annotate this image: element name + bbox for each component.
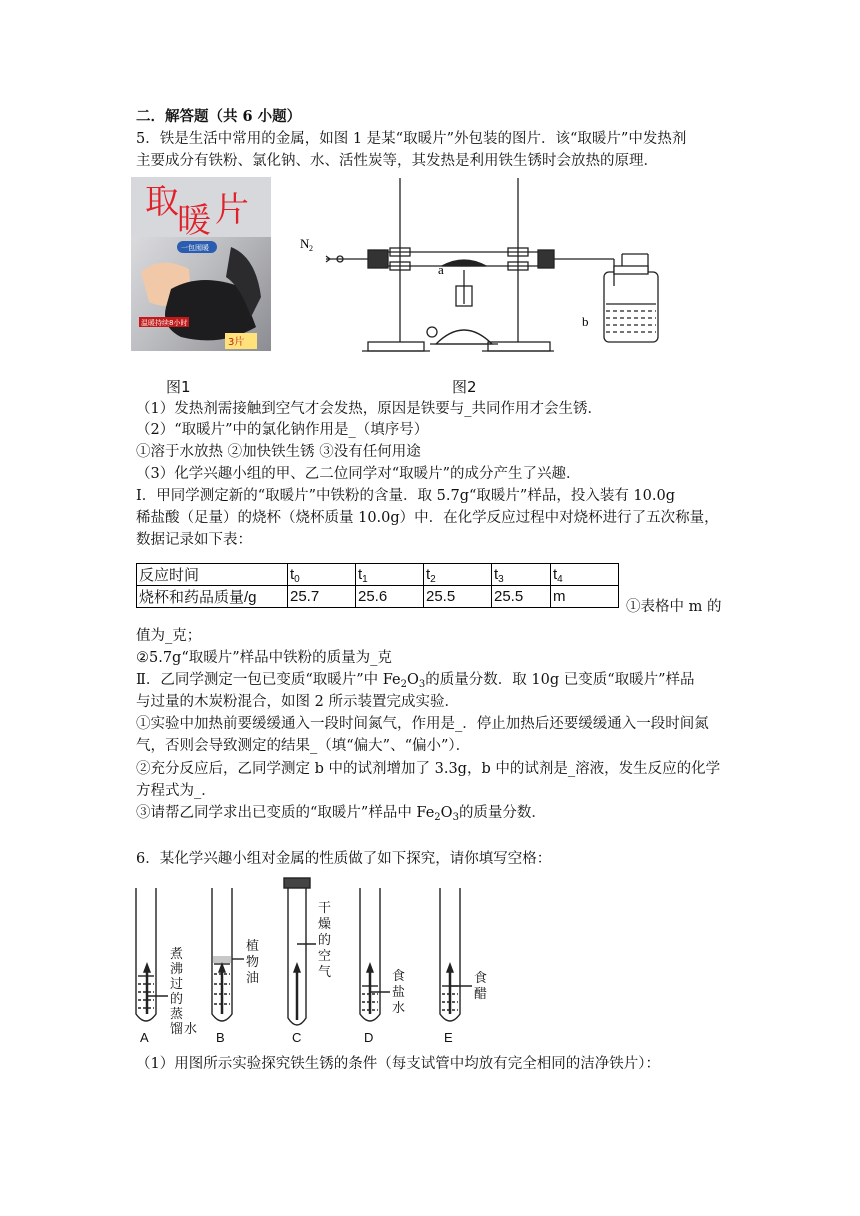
- q6-part1: （1）用图所示实验探究铁生锈的条件（每支试管中均放有完全相同的洁净铁片）：: [136, 1056, 660, 1072]
- label-a-char: 沸: [170, 962, 184, 977]
- table-cell: 25.6: [356, 586, 424, 608]
- q5-II-line1: Ⅱ．乙同学测定一包已变质“取暖片”中 $Fe_2O_3$的质量分数．取 10g 已变质“取暖片”样品: [136, 672, 695, 690]
- label-c-char: 的: [318, 933, 332, 948]
- label-a-char: 蒸: [170, 1007, 184, 1022]
- tube-letter-e: E: [444, 1030, 453, 1044]
- label-e-char: 醋: [474, 987, 488, 1002]
- label-d-char: 食: [392, 969, 406, 984]
- q5-II-line6: 方程式为_．: [136, 783, 216, 799]
- table-header-mass: 烧杯和药品质量/g: [137, 586, 288, 608]
- apparatus-diagram: [296, 176, 660, 364]
- q5-part1: （1）发热剂需接触到空气才会发热，原因是铁要与_共同作用才会生锈．: [136, 401, 602, 417]
- q5-I-line3: 数据记录如下表：: [136, 532, 252, 548]
- q6-intro: 6．某化学兴趣小组对金属的性质做了如下探究，请你填写空格：: [136, 851, 552, 867]
- table-cell: $t_1$: [356, 564, 424, 586]
- q5-part2: （2）“取暖片”中的氯化钠作用是_（填序号）: [136, 422, 429, 438]
- pack-title-char-2: 暖: [177, 201, 211, 241]
- table-row: [137, 586, 619, 608]
- tube-letter-a: A: [140, 1030, 149, 1044]
- label-a-char: 的: [170, 992, 184, 1007]
- q5-part2-options: ①溶于水放热 ②加快铁生锈 ③没有任何用途: [136, 444, 421, 460]
- label-b: b: [582, 314, 589, 329]
- tube-letter-b: B: [216, 1030, 225, 1044]
- pack-title-char-3: 片: [215, 190, 249, 230]
- label-a: a: [438, 262, 444, 277]
- q5-II-line4: 气，否则会导致测定的结果_（填“偏大”、“偏小”）．: [136, 738, 471, 754]
- q5-part3: （3）化学兴趣小组的甲、乙二位同学对“取暖片”的成分产生了兴趣．: [136, 466, 581, 482]
- q5-II-line3: ①实验中加热前要缓缓通入一段时间氮气，作用是_．停止加热后还要缓缓通入一段时间氮: [136, 716, 709, 732]
- pack-small-label: 一包囤暖: [181, 244, 209, 252]
- label-c-char: 燥: [318, 917, 332, 932]
- label-c-char: 干: [318, 901, 332, 916]
- pack-band-label: 温暖持续8小时: [141, 319, 188, 327]
- n2-subscript: 2: [309, 244, 313, 253]
- pack-title-char-1: 取: [145, 182, 179, 222]
- q5-I-line1: Ⅰ．甲同学测定新的“取暖片”中铁粉的含量．取 5.7g“取暖片”样品，投入装有 10.0g: [136, 488, 676, 504]
- label-a-char: 水: [184, 1022, 198, 1037]
- label-c-char: 气: [318, 965, 332, 980]
- table-row: [137, 564, 619, 586]
- table-cell: 25.5: [424, 586, 492, 608]
- label-b-char: 油: [246, 971, 260, 986]
- q5-II-line2: 与过量的木炭粉混合，如图 2 所示装置完成实验．: [136, 694, 459, 710]
- heat-pack-photo: [131, 177, 271, 351]
- label-a-char: 过: [170, 977, 184, 992]
- table-cell: 25.5: [492, 586, 551, 608]
- figure2-caption: 图2: [452, 378, 477, 396]
- table-header-time: 反应时间: [137, 564, 288, 586]
- q5-I-line2: 稀盐酸（足量）的烧杯（烧杯质量 10.0g）中．在化学反应过程中对烧杯进行了五次称量，: [136, 510, 719, 526]
- q5-fe-question: ②5.7g“取暖片”样品中铁粉的质量为_克: [136, 650, 392, 666]
- q5-m-question-cont: 值为_克；: [136, 628, 202, 644]
- n2-label: N: [300, 236, 310, 251]
- label-c-char: 空: [318, 949, 332, 964]
- label-b-char: 植: [246, 939, 260, 954]
- tube-letter-c: C: [292, 1030, 302, 1044]
- table-cell: $t_0$: [288, 564, 356, 586]
- label-e-char: 食: [474, 971, 488, 986]
- q5-intro-line2: 主要成分有铁粉、氯化钠、水、活性炭等，其发热是利用铁生锈时会放热的原理．: [136, 153, 658, 169]
- table-cell: $t_4$: [551, 564, 619, 586]
- mass-data-table: [136, 563, 619, 608]
- table-cell: $t_3$: [492, 564, 551, 586]
- label-a-char: 煮: [170, 947, 184, 962]
- label-d-char: 水: [392, 1001, 406, 1016]
- q5-m-question: ①表格中 m 的: [626, 599, 722, 615]
- table-cell: $t_2$: [424, 564, 492, 586]
- q5-II-line7: ③请帮乙同学求出已变质的“取暖片”样品中 $Fe_2O_3$的质量分数．: [136, 805, 546, 823]
- test-tubes-diagram: [128, 874, 508, 1044]
- q5-intro-line1: 5．铁是生活中常用的金属，如图 1 是某“取暖片”外包装的图片．该“取暖片”中发热剂: [136, 131, 687, 147]
- figure1-caption: 图1: [166, 378, 191, 396]
- label-d-char: 盐: [392, 985, 406, 1000]
- label-b-char: 物: [246, 955, 260, 970]
- tube-letter-d: D: [364, 1030, 374, 1044]
- pack-count-label: 3片: [228, 337, 245, 348]
- label-a-char: 馏: [170, 1022, 184, 1037]
- q5-II-line5: ②充分反应后，乙同学测定 b 中的试剂增加了 3.3g，b 中的试剂是_溶液，发生反应的化学: [136, 761, 721, 777]
- section-title: 二．解答题（共 6 小题）: [136, 108, 302, 125]
- table-cell: 25.7: [288, 586, 356, 608]
- table-cell: m: [551, 586, 619, 608]
